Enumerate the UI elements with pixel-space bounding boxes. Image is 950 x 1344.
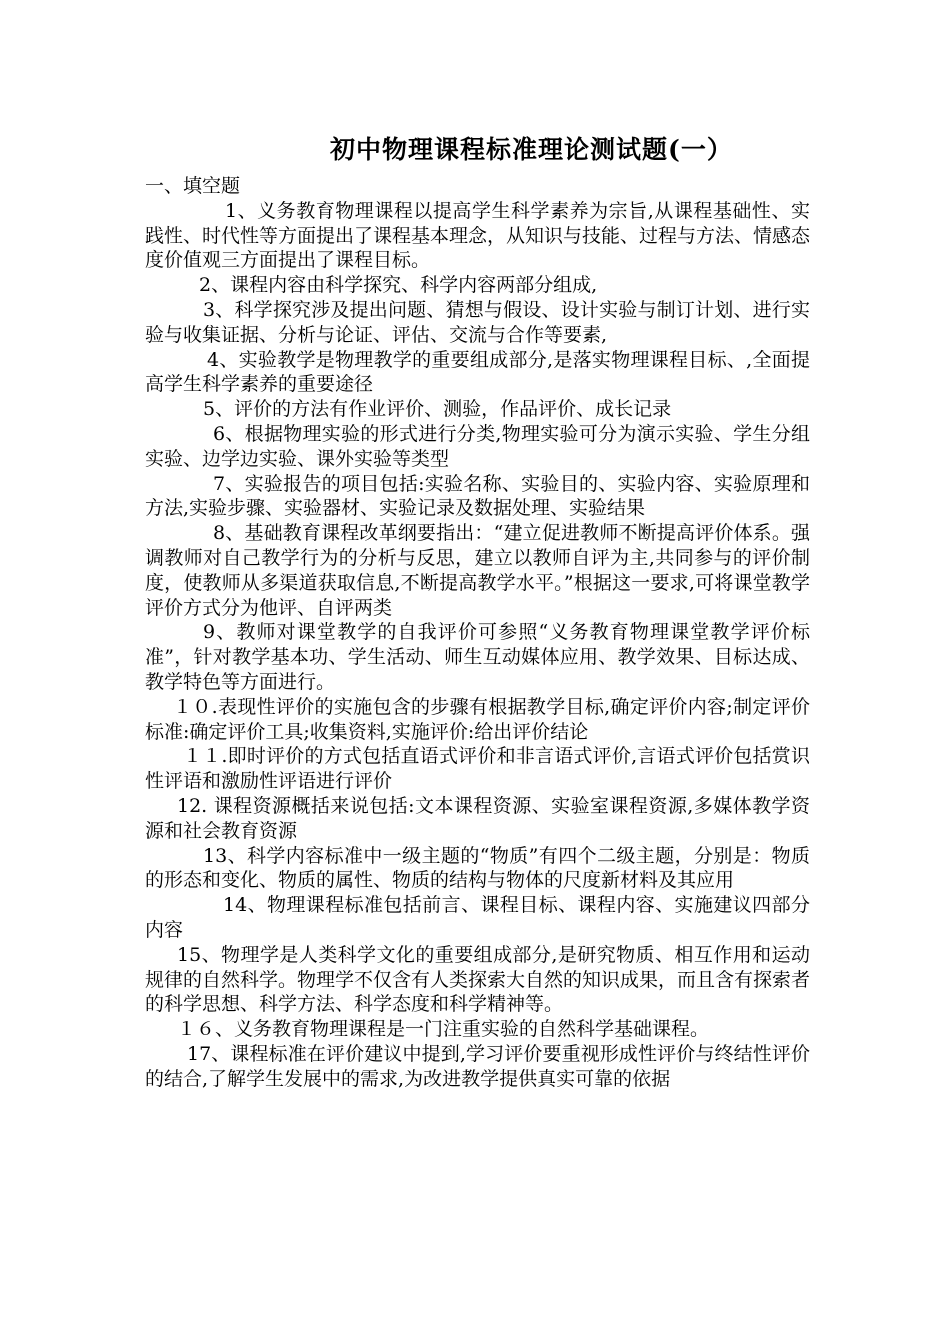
question-9: 9、教师对课堂教学的自我评价可参照“义务教育物理课堂教学评价标准”，针对教学基本功、学生活动、师生互动媒体应用、教学效果、目标达成、教学特色等方面进行。	[145, 621, 810, 693]
question-7: 7、实验报告的项目包括:实验名称、实验目的、实验内容、实验原理和方法,实验步骤、实验器材、实验记录及数据处理、实验结果	[145, 472, 810, 520]
question-12: 12. 课程资源概括来说包括:文本课程资源、实验室课程资源,多媒体教学资源和社会教育资源	[145, 794, 810, 842]
question-16: １６、义务教育物理课程是一门注重实验的自然科学基础课程。	[177, 1018, 710, 1041]
question-5: 5、评价的方法有作业评价、测验，作品评价、成长记录	[203, 398, 672, 421]
document-title: 初中物理课程标准理论测试题(一）	[330, 135, 733, 164]
question-1: 1、义务教育物理课程以提高学生科学素养为宗旨,从课程基础性、实践性、时代性等方面提出了课程基本理念，从知识与技能、过程与方法、情感态度价值观三方面提出了课程目标。	[145, 199, 811, 272]
question-8: 8、基础教育课程改革纲要指出：“建立促进教师不断提高评价体系。强调教师对自己教学行为的分析与反思，建立以教师自评为主,共同参与的评价制度，使教师从多渠道获取信息,不断提高教学水平。”根据这一要求,可将课堂教学评价方式分为他评、自评两类	[145, 522, 810, 619]
question-14: 14、物理课程标准包括前言、课程目标、课程内容、实施建议四部分内容	[145, 894, 810, 941]
question-17: 17、课程标准在评价建议中提到,学习评价要重视形成性评价与终结性评价的结合,了解学生发展中的需求,为改进教学提供真实可靠的依据	[145, 1042, 810, 1090]
question-11: １１.即时评价的方式包括直语式评价和非言语式评价,言语式评价包括赏识性评语和激励性评语进行评价	[145, 745, 810, 793]
question-3: 3、科学探究涉及提出问题、猜想与假设、设计实验与制订计划、进行实验与收集证据、分析与论证、评估、交流与合作等要素,	[145, 298, 810, 346]
question-13: 13、科学内容标准中一级主题的“物质”有四个二级主题，分别是：物质的形态和变化、物质的属性、物质的结构与物体的尺度新材料及其应用	[145, 844, 810, 892]
question-2: 2、课程内容由科学探究、科学内容两部分组成,	[199, 274, 598, 297]
question-15: 15、物理学是人类科学文化的重要组成部分,是研究物质、相互作用和运动规律的自然科学。物理学不仅含有人类探索大自然的知识成果，而且含有探索者的科学思想、科学方法、科学态度和科学精神等。	[145, 943, 811, 1016]
question-6: 6、根据物理实验的形式进行分类,物理实验可分为演示实验、学生分组实验、边学边实验、课外实验等类型	[145, 422, 810, 470]
question-10: １０.表现性评价的实施包含的步骤有根据教学目标,确定评价内容;制定评价标准:确定评价工具;收集资料,实施评价:给出评价结论	[145, 695, 810, 743]
question-4: 4、实验教学是物理教学的重要组成部分,是落实物理课程目标、,全面提高学生科学素养的重要途径	[145, 348, 810, 396]
section-heading: 一、填空题	[145, 175, 241, 197]
fill-in-blank-section	[145, 174, 810, 1091]
